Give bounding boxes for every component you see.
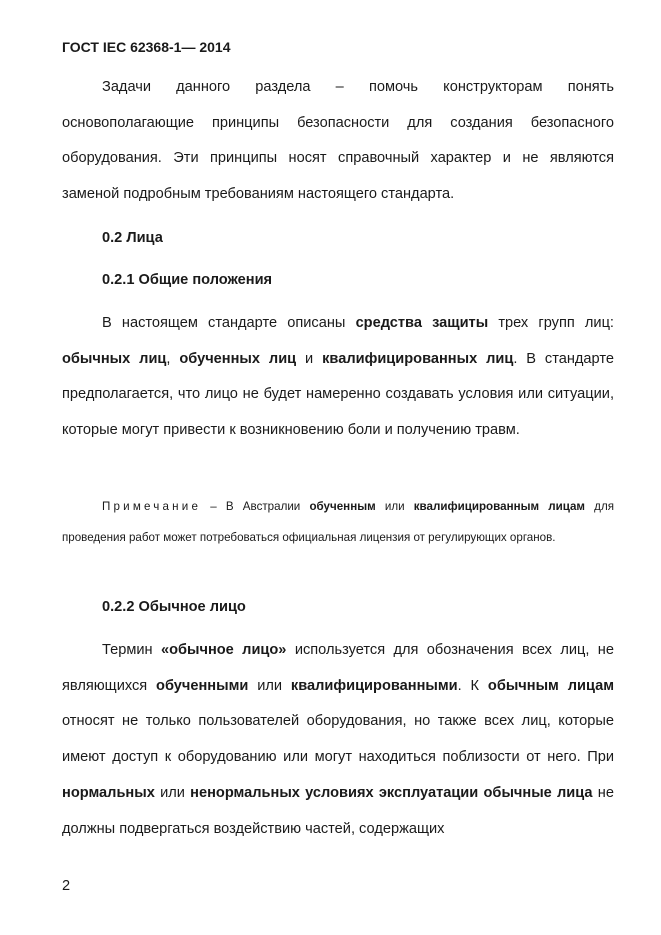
term-instructed: обученным [309,500,376,513]
term-skilled: квалифицированными [290,677,458,694]
intro-line-1: Задачи данного раздела – помочь конструкторам понять [102,79,614,95]
text-run: – В Австралии [201,500,310,513]
term-safeguards: средства защиты [355,315,489,331]
intro-line-4: заменой подробным требованиям настоящего стандарта. [62,186,455,203]
text-run: или [248,677,291,694]
text-run: трех групп лиц: [488,315,614,331]
term-ordinary-person: «обычное лицо» [160,642,287,658]
term-normal: нормальных [62,784,155,801]
term-instructed: обученными [156,677,249,694]
intro-paragraph [62,70,614,213]
ordinary-person-text [62,633,614,847]
general-paragraph [62,306,614,449]
text-run: В настоящем стандарте описаны [102,315,356,331]
term-ordinary-persons: обычных лиц [62,350,167,367]
general-paragraph-text [62,306,614,449]
term-skilled-persons: квалифицированным лицам [413,500,586,513]
text-run: . В стандарте предполагается, что лицо не будет намеренно создавать условия или ситуации, которые могут привести к возникновению боли и получению травм. [62,350,614,439]
note-label: Примечание [102,500,202,513]
term-ordinary-persons: обычным лицам [487,677,615,694]
section-heading-0-2: 0.2 Лица [102,230,163,246]
ordinary-person-paragraph [62,633,614,847]
text-run: Термин [102,642,161,658]
intro-line-3: оборудования. Эти принципы носят справочный характер и не являются [62,150,614,167]
text-run: и [296,350,323,367]
text-run: или [375,500,414,513]
text-run: . К [457,677,488,694]
text-run: или [154,784,191,801]
text-run: для проведения работ может потребоваться официальная лицензия от регулирующих органов. [62,500,614,544]
section-heading-0-2-2: 0.2.2 Обычное лицо [102,599,246,615]
term-abnormal-conditions: ненормальных условиях эксплуатации обычные лица [190,784,593,801]
intro-line-2: основополагающие принципы безопасности для создания безопасного [62,114,614,131]
standard-header: ГОСТ IEC 62368-1— 2014 [62,39,231,55]
term-skilled-persons: квалифицированных лиц [322,350,514,367]
text-run: относят не только пользователей оборудования, но также всех лиц, которые имеют доступ к оборудованию или могут находиться поблизости от него. При [62,713,614,766]
page-number: 2 [62,878,71,894]
term-instructed-persons: обученных лиц [179,350,297,367]
text-run: не должны подвергаться воздействию частей, содержащих [62,784,614,837]
section-heading-0-2-1: 0.2.1 Общие положения [102,272,273,288]
text-run: , [166,350,180,367]
text-run: используется для обозначения всех лиц, не являющихся [62,642,614,694]
note-paragraph [62,491,614,553]
